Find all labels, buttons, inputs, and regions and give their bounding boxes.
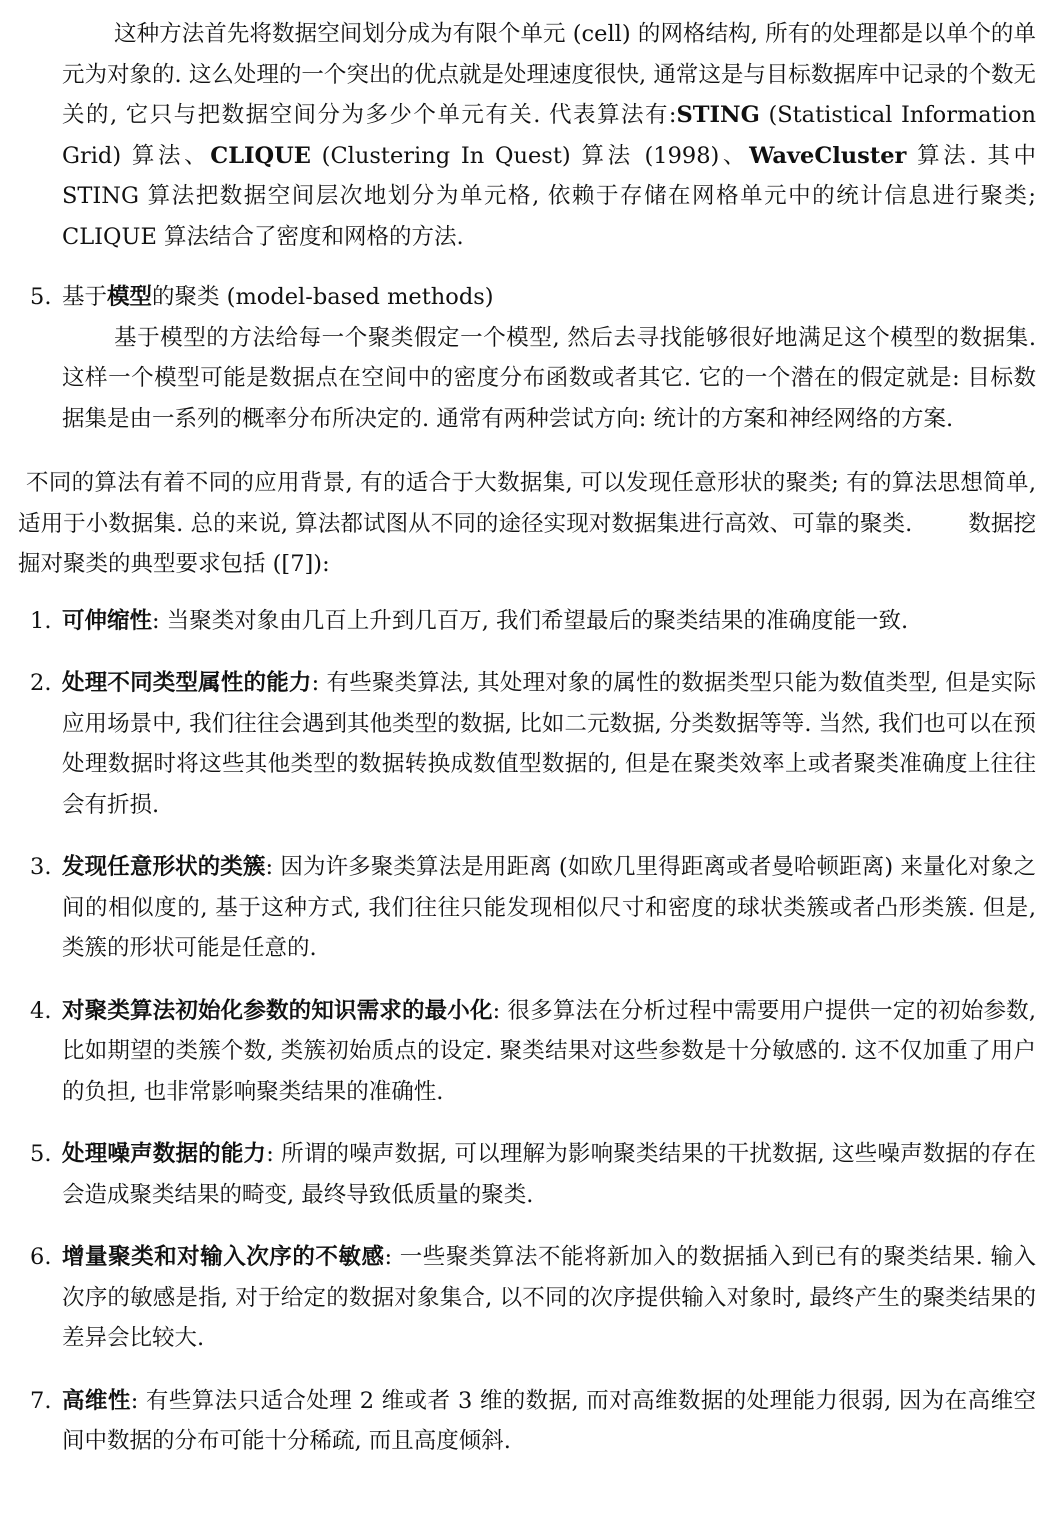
requirement-body: : 一些聚类算法不能将新加入的数据插入到已有的聚类结果. 输入次序的敏感是指, 对于给定的数据对象集合, 以不同的次序提供输入对象时, 最终产生的聚类结果的差异会比较大. — [62, 1244, 1036, 1351]
model-based-heading — [18, 277, 1036, 318]
grid-intro-text: 这种方法首先将数据空间划分成为有限个单元 (cell) 的网格结构, 所有的处理都是以单个的单元为对象的. 这么处理的一个突出的优点就是处理速度很快, 通常这是与目标数据库中记录的个数无关的, 它只与把数据空间分为多少个单元有关. 代表算法有: — [62, 21, 1036, 128]
requirement-number: 3. — [30, 854, 52, 880]
requirement-item — [18, 847, 1036, 969]
requirement-title: 对聚类算法初始化参数的知识需求的最小化 — [62, 997, 493, 1024]
summary-text: 不同的算法有着不同的应用背景, 有的适合于大数据集, 可以发现任意形状的聚类; 有的算法思想简单, 适用于小数据集. 总的来说, 算法都试图从不同的途径实现对数据集进行高效、可靠的聚类. — [18, 470, 1036, 537]
clique-name: CLIQUE — [210, 142, 311, 169]
model-heading-bold: 模型 — [107, 284, 153, 310]
requirement-title: 高维性 — [62, 1387, 131, 1414]
clique-full-name: (Clustering In Quest) 算法 (1998)、 — [310, 142, 750, 169]
grid-tail-text: 算法. 其中 STING 算法把数据空间层次地划分为单元格, 依赖于存储在网格单元中的统计信息进行聚类; CLIQUE 算法结合了密度和网格的方法. — [62, 142, 1036, 250]
requirement-number: 6. — [30, 1244, 52, 1270]
requirement-body: : 当聚类对象由几百上升到几百万, 我们希望最后的聚类结果的准确度能一致. — [152, 607, 909, 634]
requirement-title: 增量聚类和对输入次序的不敏感 — [62, 1244, 385, 1270]
requirement-title: 可伸缩性 — [62, 607, 153, 634]
requirement-body: : 因为许多聚类算法是用距离 (如欧几里得距离或者曼哈顿距离) 来量化对象之间的相似度的, 基于这种方式, 我们往往只能发现相似尺寸和密度的球状类簇或者凸形类簇. 但是, 类簇的形状可能是任意的. — [62, 854, 1036, 961]
requirements-list — [18, 601, 1036, 1462]
requirement-number: 4. — [30, 997, 52, 1024]
requirement-number: 2. — [30, 670, 52, 696]
requirements-intro: 数据挖掘对聚类的典型要求包括 ([7]): — [18, 510, 1036, 577]
requirement-item — [18, 1237, 1036, 1359]
summary-paragraph — [18, 463, 1036, 585]
requirement-number: 5. — [30, 1141, 52, 1167]
requirement-body: : 所谓的噪声数据, 可以理解为影响聚类结果的干扰数据, 这些噪声数据的存在会造成聚类结果的畸变, 最终导致低质量的聚类. — [62, 1141, 1036, 1208]
requirement-title: 处理不同类型属性的能力 — [62, 670, 312, 696]
requirement-body: : 很多算法在分析过程中需要用户提供一定的初始参数, 比如期望的类簇个数, 类簇初始质点的设定. 聚类结果对这些参数是十分敏感的. 这不仅加重了用户的负担, 也非常影响聚类结果的准确性. — [62, 997, 1036, 1105]
requirement-title: 发现任意形状的类簇 — [62, 854, 266, 880]
wavecluster-name: WaveCluster — [749, 142, 907, 169]
requirement-item — [18, 663, 1036, 825]
requirement-number: 7. — [30, 1387, 52, 1414]
requirement-item — [18, 1134, 1036, 1215]
requirement-body: : 有些算法只适合处理 2 维或者 3 维的数据, 而对高维数据的处理能力很弱, 因为在高维空间中数据的分布可能十分稀疏, 而且高度倾斜. — [62, 1387, 1036, 1454]
requirement-item — [18, 1381, 1036, 1462]
requirement-item — [18, 601, 1036, 642]
sting-full-name: (Statistical Information Grid) 算法、 — [62, 102, 1036, 169]
model-heading-number: 5. — [30, 284, 52, 310]
model-heading-prefix: 基于 — [62, 284, 108, 310]
requirement-number: 1. — [30, 607, 52, 634]
model-heading-suffix: 的聚类 (model-based methods) — [152, 284, 494, 310]
requirement-title: 处理噪声数据的能力 — [62, 1141, 267, 1167]
requirement-item — [18, 991, 1036, 1113]
sting-name: STING — [676, 102, 760, 128]
model-based-body: 基于模型的方法给每一个聚类假定一个模型, 然后去寻找能够很好地满足这个模型的数据集. 这样一个模型可能是数据点在空间中的密度分布函数或者其它. 它的一个潜在的假定就是: 目标数据集是由一系列的概率分布所决定的. 通常有两种尝试方向: 统计的方案和神经网络的方案. — [62, 324, 1036, 432]
requirement-body: : 有些聚类算法, 其处理对象的属性的数据类型只能为数值类型, 但是实际应用场景中, 我们往往会遇到其他类型的数据, 比如二元数据, 分类数据等等. 当然, 我们也可以在预处理数据时将这些其他类型的数据转换成数值型数据的, 但是在聚类效率上或者聚类准确度上往往会有折损. — [62, 670, 1036, 818]
grid-method-paragraph — [18, 14, 1036, 257]
